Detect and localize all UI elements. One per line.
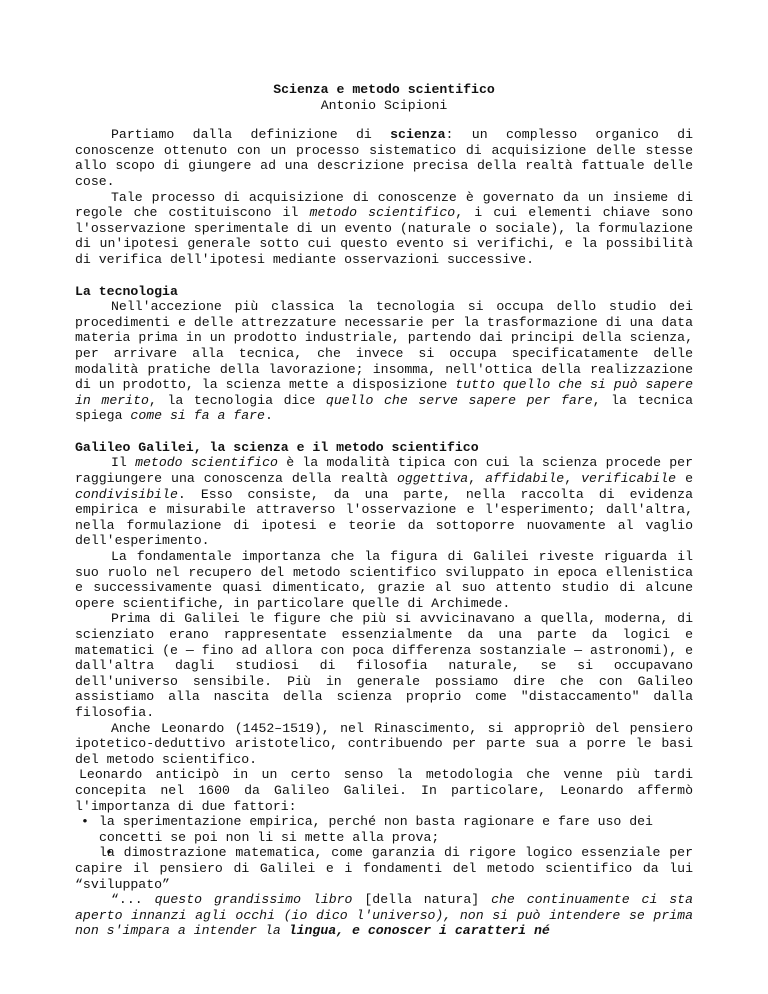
text-run: Partiamo dalla definizione di xyxy=(111,127,391,143)
text-run: : un complesso organico di conoscenze ottenuto con un processo sistematico di acquisizione delle stesse allo scopo di giungere ad una descrizione precisa della realtà fattuale delle cose. xyxy=(75,127,693,189)
bold-italic-phrase: lingua, e conoscer i caratteri né xyxy=(288,923,550,939)
document-author: Antonio Scipioni xyxy=(320,97,448,113)
text-run: “... xyxy=(111,892,155,908)
italic-phrase: tutto quello che si può sapere in merito xyxy=(75,377,693,408)
list-item: • la sperimentazione empirica, perché non basta ragionare e fare uso dei concetti se poi non li si mette alla prova; xyxy=(75,814,693,845)
italic-term: verificabile xyxy=(581,471,677,487)
italic-term: oggettiva xyxy=(396,471,469,487)
text-run: e xyxy=(676,471,693,487)
section-heading-tecnologia: La tecnologia xyxy=(75,283,178,299)
galileo-quote xyxy=(75,892,693,939)
text-run: Tale processo di acquisizione di conoscenze è governato da un insieme di regole che costituiscono il xyxy=(75,189,693,221)
italic-term: condivisibile xyxy=(75,486,178,502)
italic-phrase: questo grandissimo libro xyxy=(154,892,353,908)
text-run: Nell'accezione più classica la tecnologia si occupa dello studio dei procedimenti e delle attrezzature necessarie per la trasformazione di una data materia prima in un prodotto industriale, partendo dai principi della scienza, per arrivare alla tecnica, che invece si occupa specificatamente delle modalità pratiche della lavorazione; insomma, nell'ottica della realizzazione di un prodotto, la scienza mette a disposizione xyxy=(75,299,693,393)
bullet-list xyxy=(75,814,693,892)
italic-phrase: quello che serve sapere per fare xyxy=(325,392,593,408)
text-run: , la tecnica spiega xyxy=(75,392,693,424)
tecnologia-paragraph xyxy=(75,299,693,424)
document-title: Scienza e metodo scientifico xyxy=(273,82,495,97)
italic-term: affidabile xyxy=(485,471,565,487)
text-run: , la tecnologia dice xyxy=(148,392,326,408)
text-run: . xyxy=(264,408,273,424)
text-run: , i cui elementi chiave sono l'osservazione sperimentale di un evento (naturale o sociale), la formulazione di un'ipotesi generale sotto cui questo evento si verifichi, e la possibilità di verifica dell'ipotesi mediante osservazioni successive. xyxy=(75,205,693,267)
italic-term: metodo scientifico xyxy=(135,455,278,471)
text-run: , xyxy=(564,471,582,487)
galileo-paragraph-1 xyxy=(75,455,693,549)
text-run: è la modalità tipica con cui la scienza procede per raggiungere una conoscenza della realtà xyxy=(75,455,693,487)
intro-paragraph-2 xyxy=(75,190,693,268)
intro-paragraph-1 xyxy=(75,127,693,189)
text-run: [della natura] xyxy=(352,892,492,908)
list-item: • la dimostrazione matematica, come garanzia di rigore logico essenziale per capire il pensiero di Galilei e i fondamenti del metodo scientifico da lui “sviluppato” xyxy=(75,845,693,892)
document-page xyxy=(75,82,693,939)
galileo-paragraph-2: La fondamentale importanza che la figura di Galilei riveste riguarda il suo ruolo nel recupero del metodo scientifico sviluppato in epoca ellenistica e successivamente quasi dimenticato, grazie al suo attento studio di alcune opere scientifiche, in particolare quelle di Archimede. xyxy=(75,549,693,611)
italic-phrase: come si fa a fare xyxy=(130,408,265,424)
text-run: . Esso consiste, da una parte, nella raccolta di evidenza empirica e misurabile attraverso l'osservazione e l'esperimento; dall'altra, nella formulazione di ipotesi e teorie da sottoporre nuovamente al vaglio dell'esperimento. xyxy=(75,486,693,549)
italic-term: metodo scientifico xyxy=(309,205,456,221)
galileo-paragraph-4: Anche Leonardo (1452–1519), nel Rinascimento, si appropriò del pensiero ipotetico-deduttivo aristotelico, contribuendo per parte sua a porre le basi del metodo scientifico. xyxy=(75,720,693,767)
bold-term-scienza: scienza xyxy=(390,127,446,143)
section-heading-galileo: Galileo Galilei, la scienza e il metodo scientifico xyxy=(75,439,479,455)
galileo-paragraph-3: Prima di Galilei le figure che più si avvicinavano a quella, moderna, di scienziato erano rappresentate essenzialmente da una parte da logici e matematici (e — fino ad allora con poca differenza sostanziale — astronomi), e dall'altra dagli studiosi di filosofia naturale, se si occupavano dell'universo sensibile. Più in generale possiamo dire che con Galileo assistiamo alla nascita della scienza proprio come "distaccamento" dalla filosofia. xyxy=(75,611,693,720)
text-run: Il xyxy=(111,455,136,471)
text-run: , xyxy=(468,471,486,487)
galileo-paragraph-5: Leonardo anticipò in un certo senso la metodologia che venne più tardi concepita nel 1600 da Galileo Galilei. In particolare, Leonardo affermò l'importanza di due fattori: xyxy=(75,767,693,814)
italic-phrase: che continuamente ci sta aperto innanzi agli occhi (io dico l'universo), non si può intendere se prima non s'impara a intender la xyxy=(75,892,693,939)
